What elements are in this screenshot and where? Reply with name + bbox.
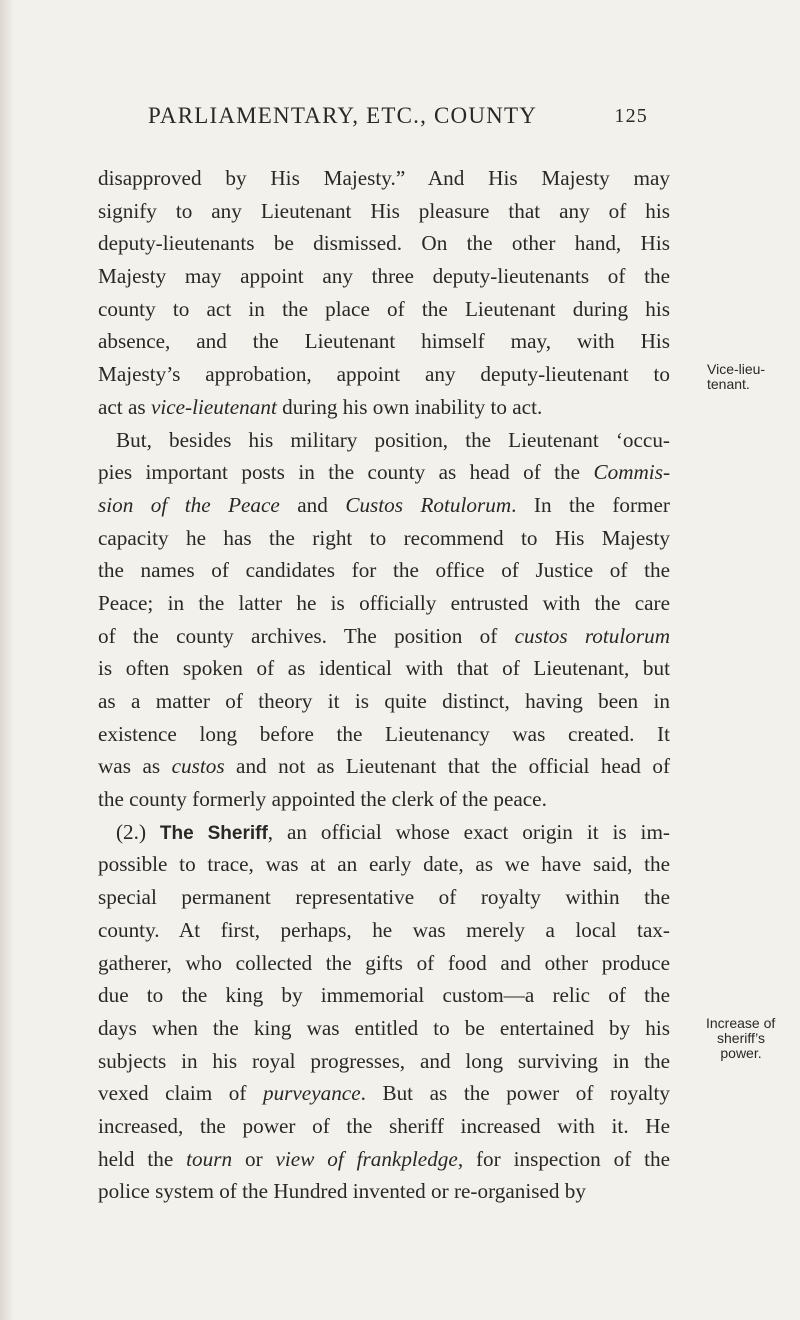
text-line: is often spoken of as identical with that of Lieutenant, but [98, 656, 670, 681]
text-line: increased, the power of the sheriff increased with it. He [98, 1113, 670, 1138]
text-line: special permanent representative of royalty within the [98, 885, 670, 910]
text-line: county to act in the place of the Lieutenant during his [98, 296, 670, 321]
italic-term: Commis- [593, 460, 670, 485]
section-heading: The Sheriff [159, 822, 268, 844]
page-gutter-shadow [0, 0, 14, 1320]
italic-term: view of frankpledge [275, 1146, 458, 1171]
text-line: county. At first, perhaps, he was merely a local tax- [98, 917, 670, 942]
text-line: act as vice-lieutenant during his own inability to act. [98, 394, 543, 419]
text-line: possible to trace, was at an early date, as we have said, the [98, 852, 670, 877]
text-line: held the tourn or view of frankpledge, for inspection of the [98, 1146, 670, 1171]
page-number: 125 [614, 105, 648, 127]
text-line: days when the king was entitled to be entertained by his [98, 1015, 670, 1040]
text-line: pies important posts in the county as head of the Commis- [98, 460, 670, 485]
text-line: (2.) The Sheriff, an official whose exact origin it is im- [116, 819, 670, 844]
text-line: of the county archives. The position of custos rotulorum [98, 623, 671, 648]
text-line: the names of candidates for the office of Justice of the [98, 558, 670, 583]
running-header [148, 103, 648, 139]
text-line: vexed claim of purveyance. But as the power of royalty [98, 1081, 670, 1106]
text-line: subjects in his royal progresses, and long surviving in the [98, 1048, 670, 1073]
text-line: due to the king by immemorial custom—a relic of the [98, 983, 670, 1008]
text-line: as a matter of theory it is quite distinct, having been in [98, 689, 670, 713]
text-line: the county formerly appointed the clerk of the peace. [98, 787, 547, 812]
text-line: Majesty’s approbation, appoint any deputy-lieutenant to [98, 362, 670, 387]
text-line: Majesty may appoint any three deputy-lieutenants of the [98, 264, 670, 289]
italic-term: custos [171, 754, 225, 779]
text-line: sion of the Peace and Custos Rotulorum. In the former [98, 492, 670, 517]
text-line: disapproved by His Majesty.” And His Majesty may [98, 166, 670, 190]
italic-term: tourn [186, 1146, 233, 1171]
italic-term: Custos Rotulorum [345, 492, 512, 517]
margin-note-sheriff-power: Increase of sheriff’s power. [706, 1015, 776, 1061]
text-line: But, besides his military position, the Lieutenant ‘occu- [116, 427, 670, 452]
text-line: police system of the Hundred invented or re-organised by [98, 1179, 586, 1204]
italic-term: purveyance [262, 1081, 361, 1106]
text-line: absence, and the Lieutenant himself may, with His [98, 329, 670, 354]
running-title: PARLIAMENTARY, ETC., COUNTY [148, 103, 538, 128]
text-line: existence long before the Lieutenancy was created. It [98, 721, 670, 746]
italic-term: vice-lieutenant [150, 394, 277, 419]
italic-term: sion of the Peace [98, 492, 280, 517]
text-line: was as custos and not as Lieutenant that the official head of [98, 754, 670, 779]
text-line: gatherer, who collected the gifts of food and other produce [98, 950, 670, 975]
text-line: capacity he has the right to recommend to His Majesty [98, 525, 670, 550]
italic-term: custos rotulorum [514, 623, 671, 648]
text-line: signify to any Lieutenant His pleasure that any of his [98, 198, 670, 223]
margin-note-vice-lieutenant: Vice-lieu- tenant. [707, 361, 766, 392]
text-line: deputy-lieutenants be dismissed. On the other hand, His [98, 231, 670, 256]
text-line: Peace; in the latter he is officially entrusted with the care [98, 590, 670, 615]
body-text [98, 162, 670, 1208]
